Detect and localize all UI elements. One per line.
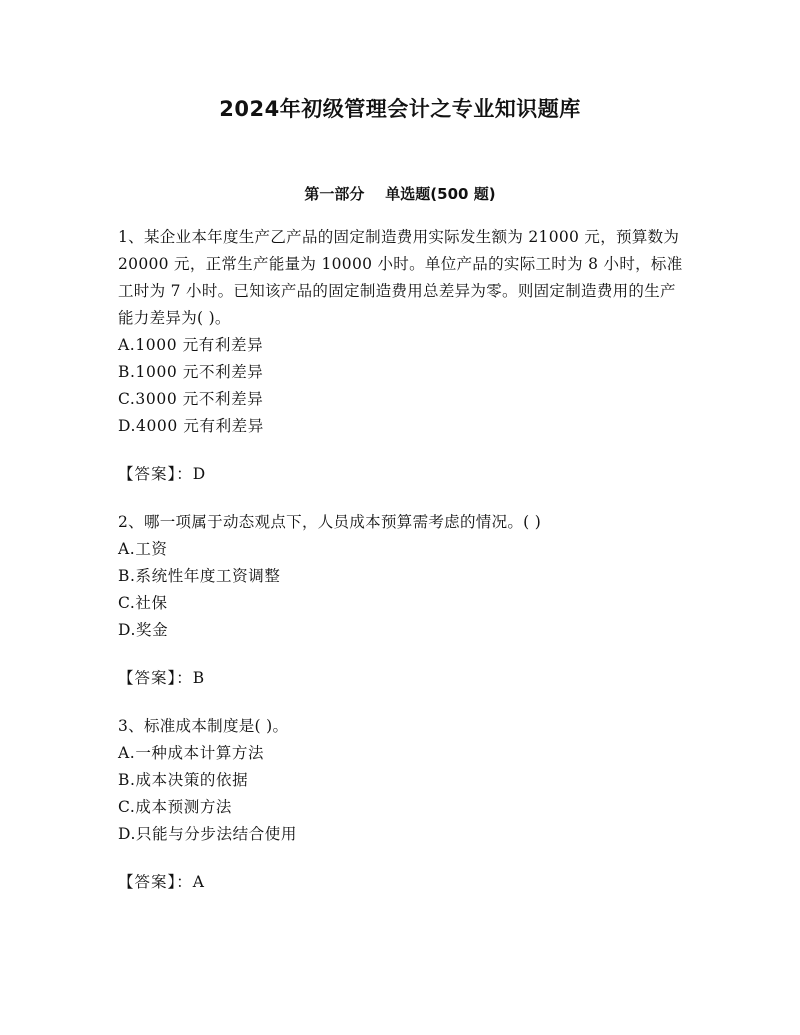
option-c: C.3000 元不利差异	[118, 390, 264, 408]
question-stem: 1、某企业本年度生产乙产品的固定制造费用实际发生额为 21000 元，预算数为 20000 元，正常生产能量为 10000 小时。单位产品的实际工时为 8 小时，标准工时为 7 小时。已知该产品的固定制造费用总差异为零。则固定制造费用的生产能力差异为( )。	[118, 228, 683, 327]
section-title: 第一部分 单选题(500 题)	[304, 185, 496, 203]
answer-line	[118, 869, 690, 896]
option-b: B.系统性年度工资调整	[118, 567, 281, 585]
option-d: D.奖金	[118, 621, 169, 639]
question-stem: 3、标准成本制度是( )。	[118, 717, 289, 735]
option-a: A.一种成本计算方法	[118, 744, 265, 762]
option-a: A.工资	[118, 540, 168, 558]
question-3	[118, 713, 690, 896]
answer-value: A	[192, 873, 205, 891]
answer-line	[118, 665, 690, 692]
option-b: B.成本决策的依据	[118, 771, 249, 789]
question-2	[118, 509, 690, 692]
option-b: B.1000 元不利差异	[118, 363, 264, 381]
option-c: C.社保	[118, 594, 168, 612]
document-title: 2024年初级管理会计之专业知识题库	[219, 97, 581, 121]
answer-value: D	[192, 465, 206, 483]
option-d: D.只能与分步法结合使用	[118, 825, 298, 843]
answer-label: 【答案】：	[118, 465, 193, 483]
question-1	[118, 224, 690, 488]
answer-label: 【答案】：	[118, 669, 193, 687]
option-c: C.成本预测方法	[118, 798, 233, 816]
answer-value: B	[192, 669, 205, 687]
option-a: A.1000 元有利差异	[118, 336, 264, 354]
answer-label: 【答案】：	[118, 873, 193, 891]
question-stem: 2、哪一项属于动态观点下，人员成本预算需考虑的情况。( )	[118, 513, 542, 531]
question-list	[118, 224, 690, 917]
answer-line	[118, 461, 690, 488]
option-d: D.4000 元有利差异	[118, 417, 264, 435]
